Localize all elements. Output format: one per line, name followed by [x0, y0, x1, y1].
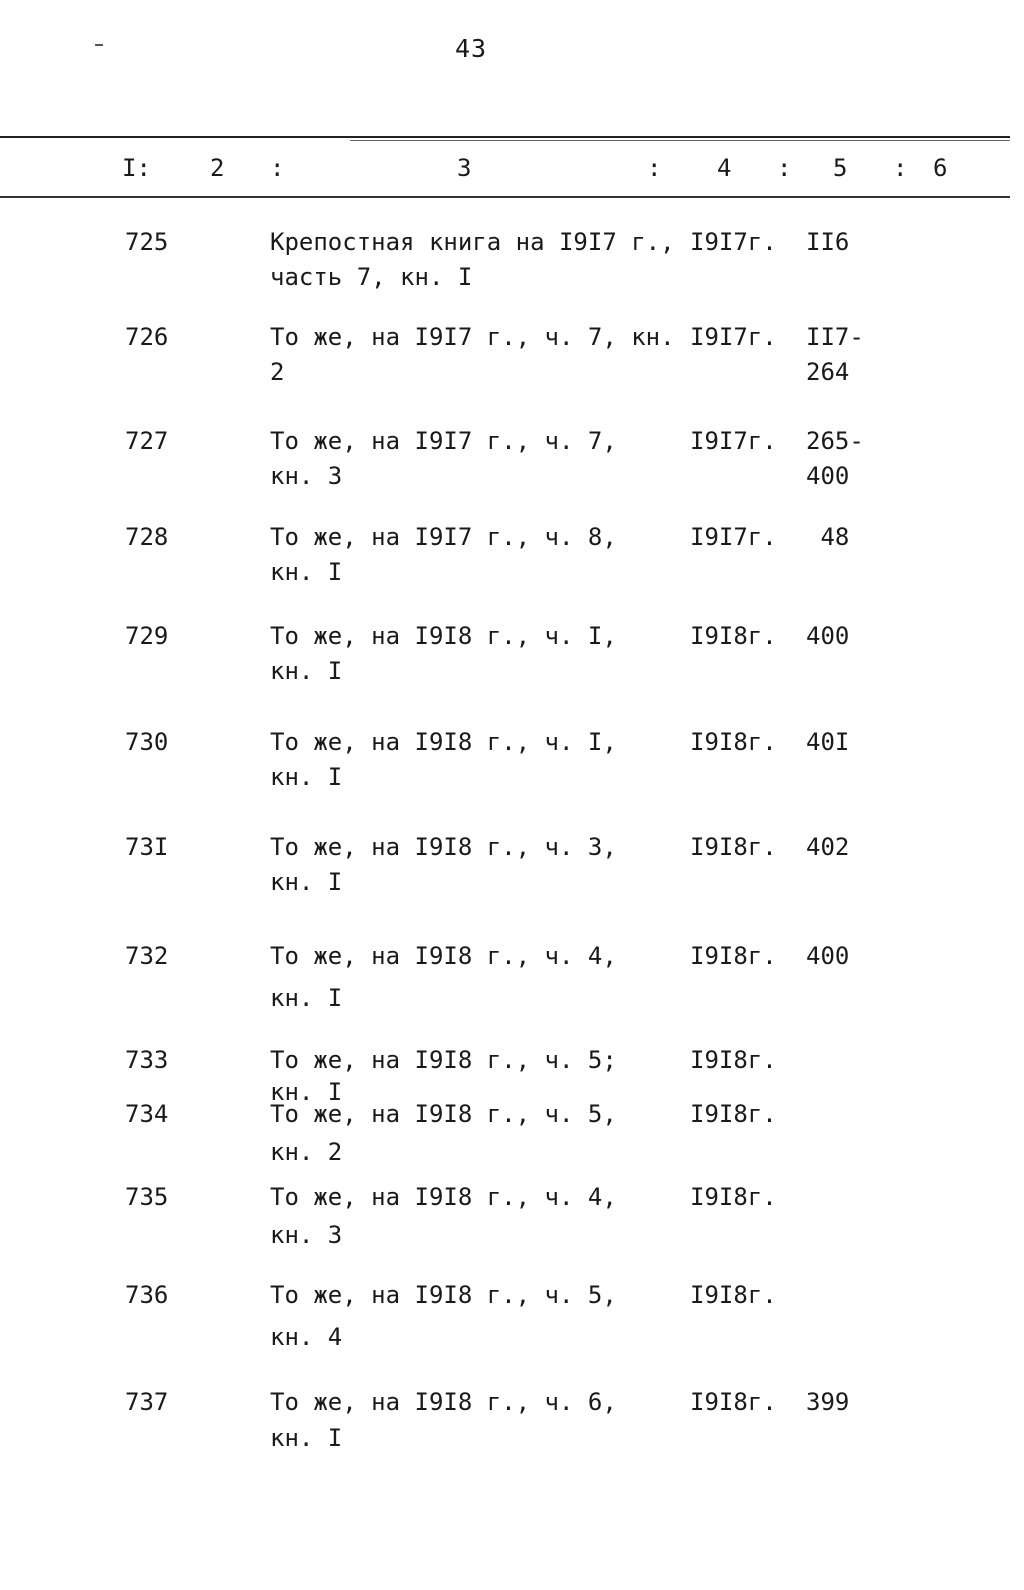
row-sheets-line1: 399 [806, 1388, 850, 1416]
row-title-line1: То же, на I9I8 г., ч. 4, [270, 942, 617, 970]
row-date: I9I8г. [690, 1100, 777, 1128]
row-title-line2: кн. I [270, 868, 343, 896]
header-col5: 5 [833, 154, 848, 182]
header-rule-top [0, 136, 1010, 138]
row-sheets-line1: 400 [806, 942, 850, 970]
row-sheets-line1: 40I [806, 728, 850, 756]
row-title-line2: кн. 3 [270, 462, 343, 490]
row-number: 728 [125, 523, 169, 551]
row-sheets-line2: 400 [806, 462, 850, 490]
row-title-line1: То же, на I9I8 г., ч. I, [270, 622, 617, 650]
row-title-line1: То же, на I9I8 г., ч. 5, [270, 1281, 617, 1309]
header-col6: 6 [933, 154, 948, 182]
header-rule-top-secondary [350, 140, 1010, 141]
row-date: I9I8г. [690, 1281, 777, 1309]
page-number: 43 [455, 34, 488, 63]
row-title-line1: То же, на I9I7 г., ч. 7, [270, 427, 617, 455]
row-date: I9I8г. [690, 833, 777, 861]
row-date: I9I8г. [690, 1046, 777, 1074]
row-title-line1: То же, на I9I8 г., ч. 5; [270, 1046, 617, 1074]
row-title-line1: То же, на I9I7 г., ч. 7, кн. [270, 323, 675, 351]
row-number: 725 [125, 228, 169, 256]
row-title-line2: 2 [270, 358, 285, 386]
row-date: I9I7г. [690, 523, 777, 551]
row-number: 736 [125, 1281, 169, 1309]
row-number: 73I [125, 833, 169, 861]
row-date: I9I8г. [690, 1183, 777, 1211]
row-date: I9I7г. [690, 228, 777, 256]
row-sheets-line2: 264 [806, 358, 850, 386]
row-sheets-line1: 48 [806, 523, 850, 551]
row-title-line1: То же, на I9I8 г., ч. 5, [270, 1100, 617, 1128]
row-sheets-line1: 265- [806, 427, 864, 455]
row-date: I9I8г. [690, 1388, 777, 1416]
header-col1: I: [122, 154, 151, 182]
row-title-line2: кн. I [270, 763, 343, 791]
row-date: I9I8г. [690, 728, 777, 756]
row-title-line2: часть 7, кн. I [270, 263, 473, 291]
row-number: 737 [125, 1388, 169, 1416]
row-sheets-line1: 400 [806, 622, 850, 650]
row-number: 729 [125, 622, 169, 650]
header-rule-bottom [0, 196, 1010, 198]
row-sheets-line1: II7- [806, 323, 864, 351]
row-title-line2: кн. I [270, 1078, 343, 1106]
row-title-line2: кн. 4 [270, 1323, 343, 1351]
row-number: 735 [125, 1183, 169, 1211]
dash-mark [95, 44, 103, 46]
row-title-line2: кн. 2 [270, 1138, 343, 1166]
row-title-line2: кн. I [270, 1424, 343, 1452]
header-col3: 3 [457, 154, 472, 182]
row-number: 727 [125, 427, 169, 455]
row-title-line2: кн. I [270, 657, 343, 685]
header-col2: 2 [210, 154, 225, 182]
header-sep2: : [647, 154, 662, 182]
header-sep4: : [893, 154, 908, 182]
row-title-line1: То же, на I9I7 г., ч. 8, [270, 523, 617, 551]
row-number: 732 [125, 942, 169, 970]
row-title-line2: кн. I [270, 984, 343, 1012]
row-number: 726 [125, 323, 169, 351]
row-date: I9I8г. [690, 942, 777, 970]
row-title-line1: То же, на I9I8 г., ч. 3, [270, 833, 617, 861]
row-number: 734 [125, 1100, 169, 1128]
header-col4: 4 [717, 154, 732, 182]
row-date: I9I7г. [690, 323, 777, 351]
row-title-line2: кн. I [270, 558, 343, 586]
row-sheets-line1: II6 [806, 228, 850, 256]
row-number: 733 [125, 1046, 169, 1074]
row-title-line1: То же, на I9I8 г., ч. 6, [270, 1388, 617, 1416]
row-title-line1: Крепостная книга на I9I7 г., [270, 228, 675, 256]
row-sheets-line1: 402 [806, 833, 850, 861]
row-date: I9I7г. [690, 427, 777, 455]
row-title-line1: То же, на I9I8 г., ч. 4, [270, 1183, 617, 1211]
row-title-line2: кн. 3 [270, 1221, 343, 1249]
row-number: 730 [125, 728, 169, 756]
header-sep1: : [270, 154, 285, 182]
row-date: I9I8г. [690, 622, 777, 650]
header-sep3: : [777, 154, 792, 182]
row-title-line1: То же, на I9I8 г., ч. I, [270, 728, 617, 756]
